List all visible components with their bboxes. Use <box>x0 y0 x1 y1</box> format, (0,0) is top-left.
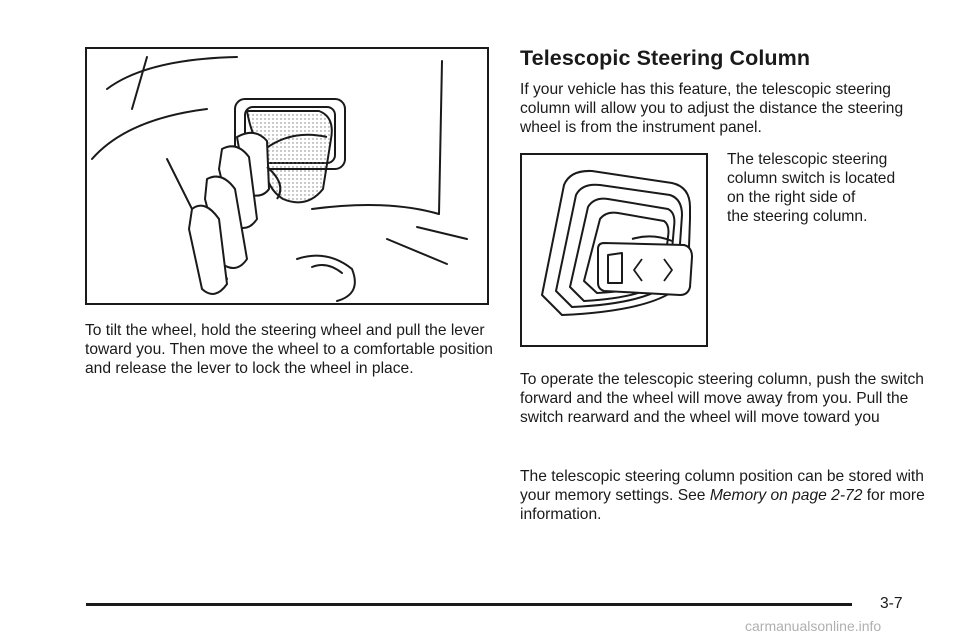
memory-note-text: The telescopic steering column position can be stored with your memory settings. See <box>520 468 924 504</box>
footer-rule <box>86 603 852 606</box>
memory-note <box>520 467 940 524</box>
tilt-instructions: To tilt the wheel, hold the steering wheel and pull the lever toward you. Then move the wheel to a comfortable position and release the lever to lock the wheel in place. <box>85 322 493 377</box>
tilt-lever-drawing <box>87 49 487 303</box>
telescopic-intro: If your vehicle has this feature, the telescopic steering column will allow you to adjust the distance the steering wheel is from the instrument panel. <box>520 81 904 136</box>
telescopic-switch-illustration <box>520 153 708 347</box>
tilt-lever-illustration <box>85 47 489 305</box>
memory-note-tail: for more information. <box>520 487 925 523</box>
switch-location-caption: The telescopic steering column switch is located on the right side of the steering column. <box>727 151 896 225</box>
operate-instructions: To operate the telescopic steering column, push the switch forward and the wheel will move away from you. Pull the switch rearward and the wheel will move toward you <box>520 371 924 426</box>
watermark: carmanualsonline.info <box>745 618 882 634</box>
section-heading: Telescopic Steering Column <box>520 46 811 70</box>
memory-reference-link[interactable]: Memory on page 2-72 <box>709 487 863 504</box>
telescopic-switch-drawing <box>522 155 706 345</box>
page-number: 3-7 <box>880 595 903 612</box>
